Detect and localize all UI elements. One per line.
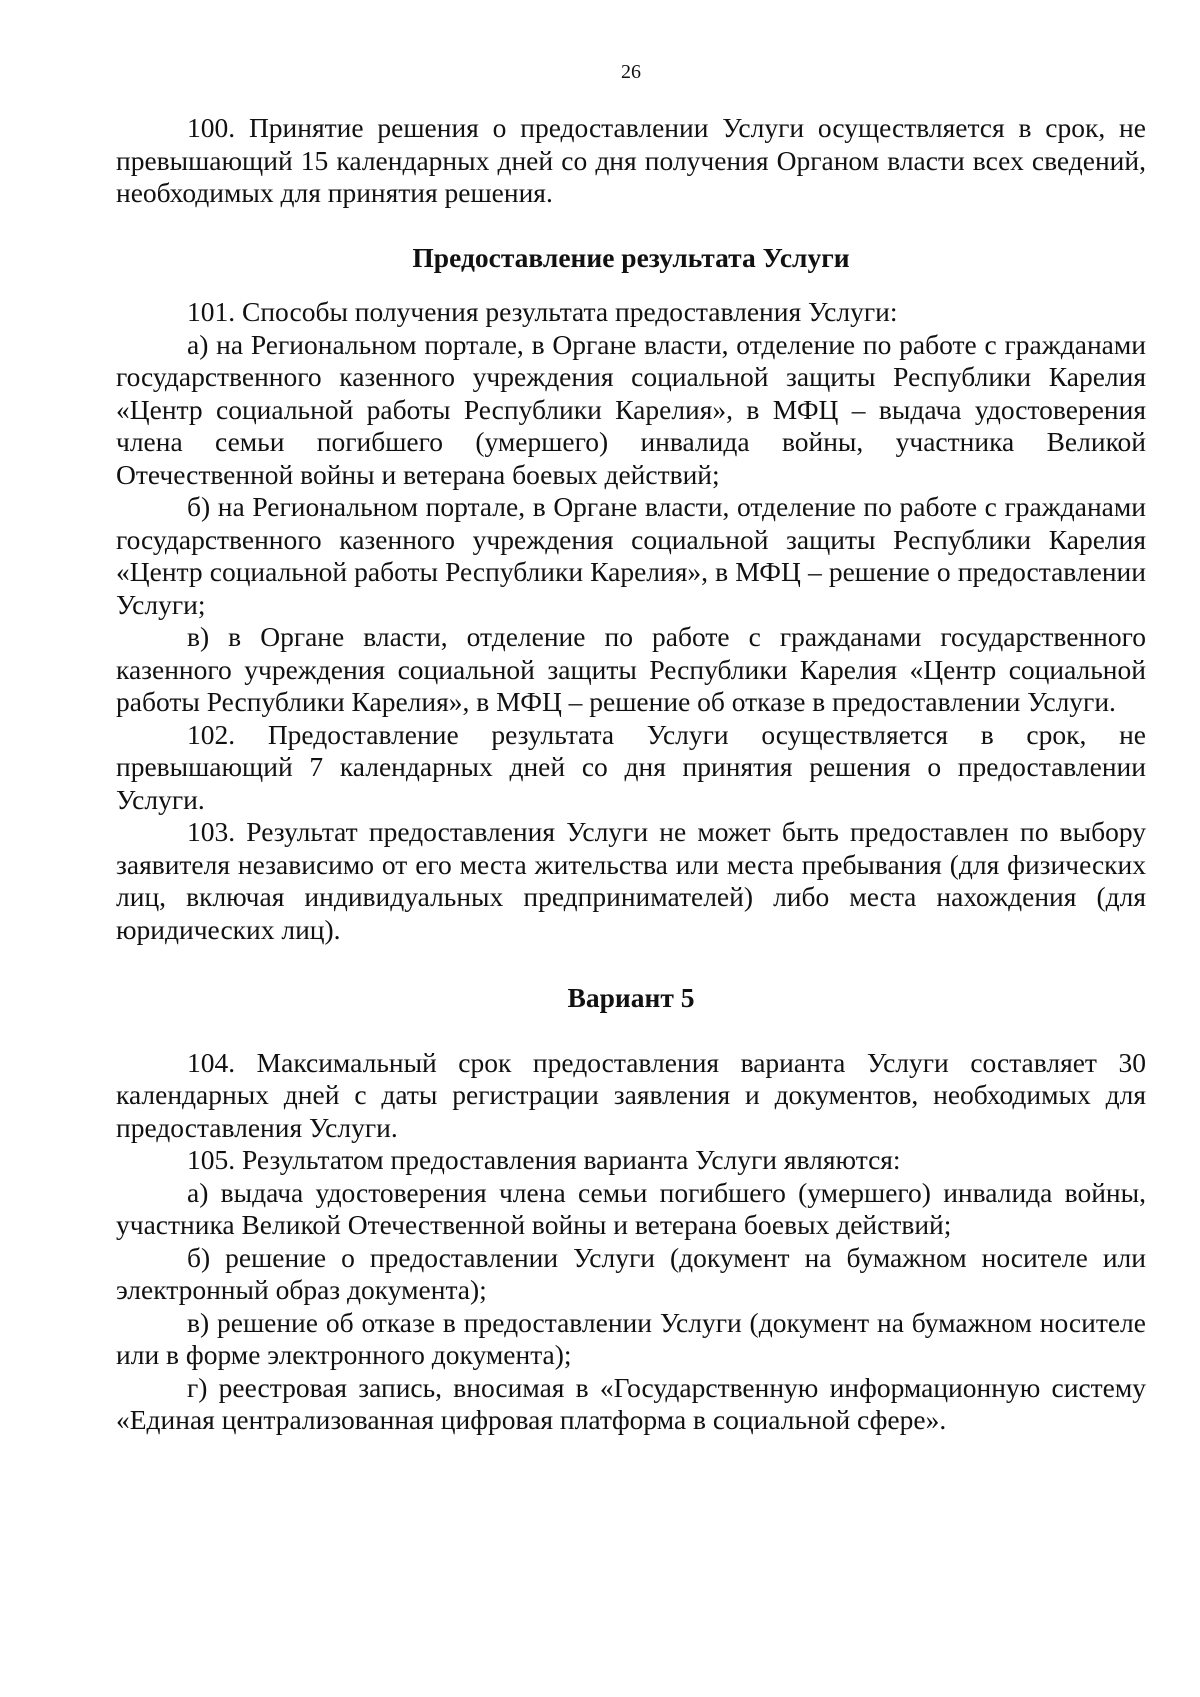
paragraph-102: 102. Предоставление результата Услуги осуществляется в срок, не превышающий 7 календарных дней со дня принятия решения о предоставлении Услуги. [116,718,1146,815]
section-heading-variant-5: Вариант 5 [567,982,695,1013]
paragraph-101-a: а) на Региональном портале, в Органе власти, отделение по работе с гражданами государственного казенного учреждения социальной защиты Республики Карелия «Центр социальной работы Республики Карелия», в МФЦ – выдача удостоверения члена семьи погибшего (умершего) инвалида войны, участника Великой Отечественной войны и ветерана боевых действий; [116,328,1146,490]
paragraph-101-c: в) в Органе власти, отделение по работе с гражданами государственного казенного учреждения социальной защиты Республики Карелия «Центр социальной работы Республики Карелия», в МФЦ – решение об отказе в предоставлении Услуги. [116,621,1146,717]
document-page [116,60,1146,1437]
paragraph-101-b: б) на Региональном портале, в Органе власти, отделение по работе с гражданами государственного казенного учреждения социальной защиты Республики Карелия «Центр социальной работы Республики Карелия», в МФЦ – решение о предоставлении Услуги; [116,491,1146,620]
section-heading-result: Предоставление результата Услуги [412,241,850,273]
page-number: 26 [621,61,641,83]
paragraph-105-b: б) решение о предоставлении Услуги (документ на бумажном носителе или электронный образ документа); [116,1241,1146,1305]
paragraph-101: 101. Способы получения результата предоставления Услуги: [187,296,898,327]
paragraph-104: 104. Максимальный срок предоставления варианта Услуги составляет 30 календарных дней с даты регистрации заявления и документов, необходимых для предоставления Услуги. [116,1046,1146,1143]
paragraph-103: 103. Результат предоставления Услуги не может быть предоставлен по выбору заявителя независимо от его места жительства или места пребывания (для физических лиц, включая индивидуальных предпринимателей) либо места нахождения (для юридических лиц). [116,816,1146,945]
paragraph-105-c: в) решение об отказе в предоставлении Услуги (документ на бумажном носителе или в форме электронного документа); [116,1306,1146,1370]
paragraph-105: 105. Результатом предоставления варианта Услуги являются: [187,1144,901,1175]
paragraph-100: 100. Принятие решения о предоставлении Услуги осуществляется в срок, не превышающий 15 календарных дней со дня получения Органом власти всех сведений, необходимых для принятия решения. [116,112,1146,208]
paragraph-105-d: г) реестровая запись, вносимая в «Государственную информационную систему «Единая централизованная цифровая платформа в социальной сфере». [116,1371,1146,1435]
paragraph-105-a: а) выдача удостоверения члена семьи погибшего (умершего) инвалида войны, участника Великой Отечественной войны и ветерана боевых действий; [116,1176,1146,1240]
